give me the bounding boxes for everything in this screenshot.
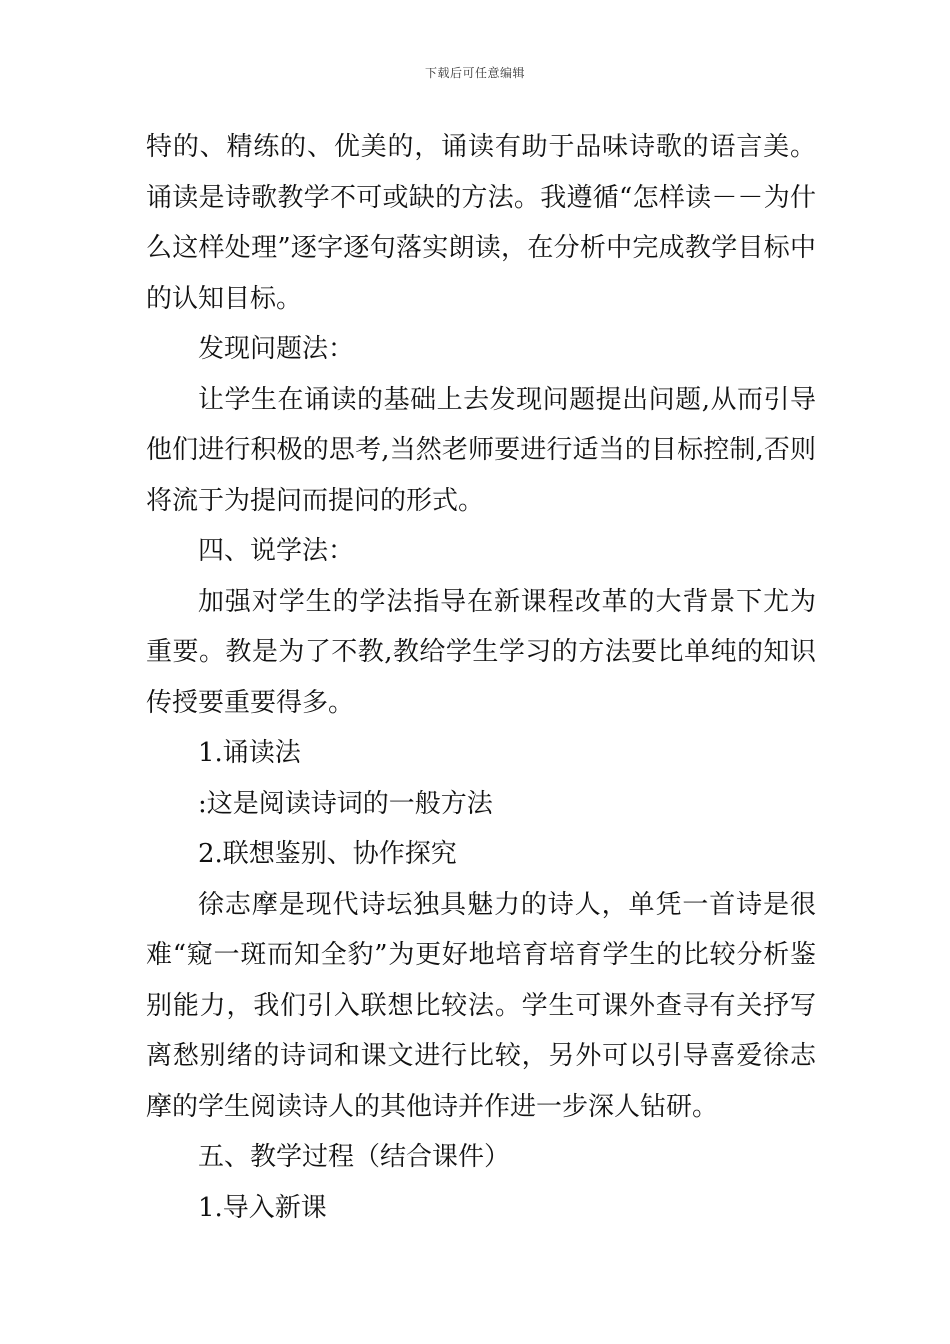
list-item-introduction: 1.导入新课 [198,1192,327,1223]
list-item-association: 2.联想鉴别、协作探究 [198,839,457,869]
paragraph-association: 徐志摩是现代诗坛独具魅力的诗人，单凭一首诗是很难“窥一斑而知全豹”为更好地培育培育学生的比较分析鉴别能力，我们引入联想比较法。学生可课外查寻有关抒写离愁别绪的诗词和课文进行比较，另外可以引导喜爱徐志摩的学生阅读诗人的其他诗并作进一步深人钻研。 [146,889,816,1122]
paragraph-learning-methods: 加强对学生的学法指导在新课程改革的大背景下尤为重要。教是为了不教,教给学生学习的方法要比单纯的知识传授要重要得多。 [146,586,816,718]
heading-learning-methods: 四、说学法： [198,536,355,566]
paragraph-recitation-note: :这是阅读诗词的一般方法 [198,788,493,819]
heading-discovery-method: 发现问题法： [198,334,355,364]
page-header: 下载后可任意编辑 [424,66,525,80]
heading-teaching-process: 五、教学过程（结合课件） [198,1142,511,1172]
paragraph-continuation: 特的、精练的、优美的，诵读有助于品味诗歌的语言美。诵读是诗歌教学不可或缺的方法。我遵循“怎样读－－为什么这样处理”逐字逐句落实朗读，在分析中完成教学目标中的认知目标。 [146,132,816,314]
document-body [146,122,816,1233]
paragraph-discovery-method: 让学生在诵读的基础上去发现问题提出问题,从而引导他们进行积极的思考,当然老师要进行适当的目标控制,否则将流于为提问而提问的形式。 [146,384,816,516]
list-item-recitation: 1.诵读法 [198,738,301,768]
